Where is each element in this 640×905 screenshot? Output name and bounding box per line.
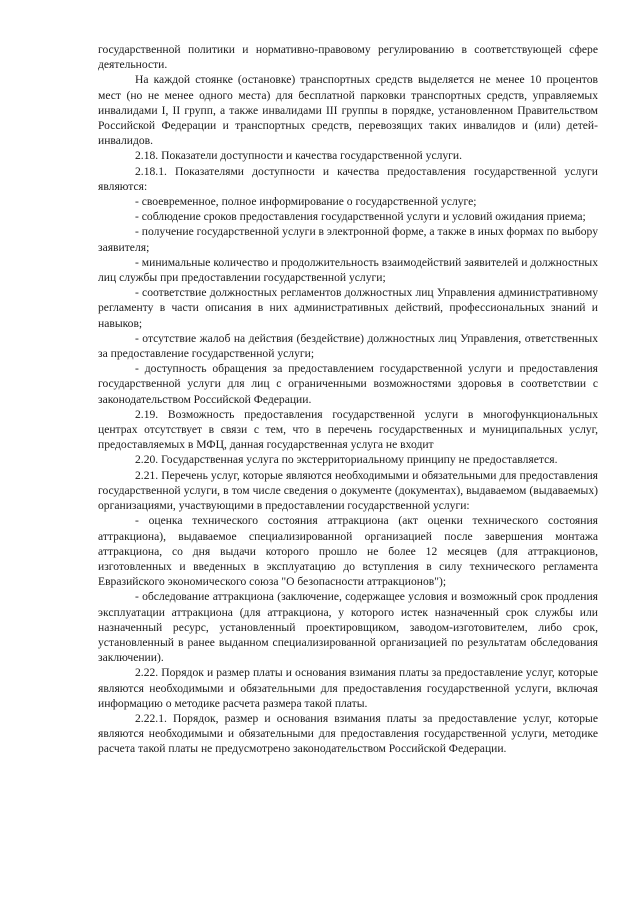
paragraph-parking: На каждой стоянке (остановке) транспортных средств выделяется не менее 10 процентов мест (но не менее одного места) для бесплатной парковки транспортных средств, управляемых инвалидами I, II групп, а также инвалидами III группы в порядке, установленном Правительством Российской Федерации и транспортных средств, перевозящих таких инвалидов и (или) детей-инвалидов. bbox=[98, 73, 598, 148]
document-page bbox=[98, 42, 598, 757]
paragraph-continuation: государственной политики и нормативно-правовому регулированию в соответствующей сфере деятельности. bbox=[98, 43, 598, 72]
section-heading-2-18: 2.18. Показатели доступности и качества государственной услуги. bbox=[135, 149, 463, 163]
paragraph-2-18-1: 2.18.1. Показателями доступности и качества предоставления государственной услуги являются: bbox=[98, 164, 598, 193]
list-item: - оценка технического состояния аттракциона (акт оценки технического состояния аттракциона), выдаваемое специализированной организацией после завершения монтажа аттракциона, со дня выдачи которого прошло не более 12 месяцев (для аттракционов, изготовленных и введенных в эксплуатацию до вступления в силу технического регламента Евразийского экономического союза "О безопасности аттракционов"); bbox=[98, 514, 598, 589]
list-item: - соответствие должностных регламентов должностных лиц Управления административному регламенту в части описания в них административных действий, профессиональных знаний и навыков; bbox=[98, 286, 598, 330]
list-item: - получение государственной услуги в электронной форме, а также в иных формах по выбору заявителя; bbox=[98, 225, 598, 254]
list-item: - доступность обращения за предоставлением государственной услуги и предоставления государственной услуги для лиц с ограниченными возможностями здоровья в соответствии с законодательством Российской Федерации. bbox=[98, 362, 598, 406]
list-item: - минимальные количество и продолжительность взаимодействий заявителей и должностных лиц службы при предоставлении государственной услуги; bbox=[98, 255, 598, 285]
list-item: - своевременное, полное информирование о государственной услуге; bbox=[135, 195, 477, 209]
paragraph-2-22-1: 2.22.1. Порядок, размер и основания взимания платы за предоставление услуг, которые являются необходимыми и обязательными для предоставления государственной услуги, методике расчета такой платы не предусмотрено законодательством Российской Федерации. bbox=[98, 711, 598, 756]
paragraph-2-21: 2.21. Перечень услуг, которые являются необходимыми и обязательными для предоставления государственной услуги, в том числе сведения о документе (документах), выдаваемом (выдаваемых) организациями, участвующими в предоставлении государственной услуги: bbox=[98, 468, 598, 513]
list-item: - отсутствие жалоб на действия (бездействие) должностных лиц Управления, ответственных за предоставление государственной услуги; bbox=[98, 331, 598, 361]
paragraph-2-20: 2.20. Государственная услуга по экстерриториальному принципу не предоставляется. bbox=[135, 453, 558, 467]
list-item: - соблюдение сроков предоставления государственной услуги и условий ожидания приема; bbox=[135, 210, 586, 224]
paragraph-2-19: 2.19. Возможность предоставления государственной услуги в многофункциональных центрах отсутствует в связи с тем, что в перечень государственных и муниципальных услуг, предоставляемых в МФЦ, данная государственная услуга не входит bbox=[98, 407, 598, 452]
list-item: - обследование аттракциона (заключение, содержащее условия и возможный срок продления эксплуатации аттракциона (для аттракциона, у которого истек назначенный срок службы или назначенный ресурс, установленный проектировщиком, заводом-изготовителем, либо срок, установленный в ранее выданном специализированной организацией по результатам обследования заключении). bbox=[98, 590, 598, 665]
paragraph-2-22: 2.22. Порядок и размер платы и основания взимания платы за предоставление услуг, которые являются необходимыми и обязательными для предоставления государственной услуги, включая информацию о методике расчета размера такой платы. bbox=[98, 666, 598, 710]
